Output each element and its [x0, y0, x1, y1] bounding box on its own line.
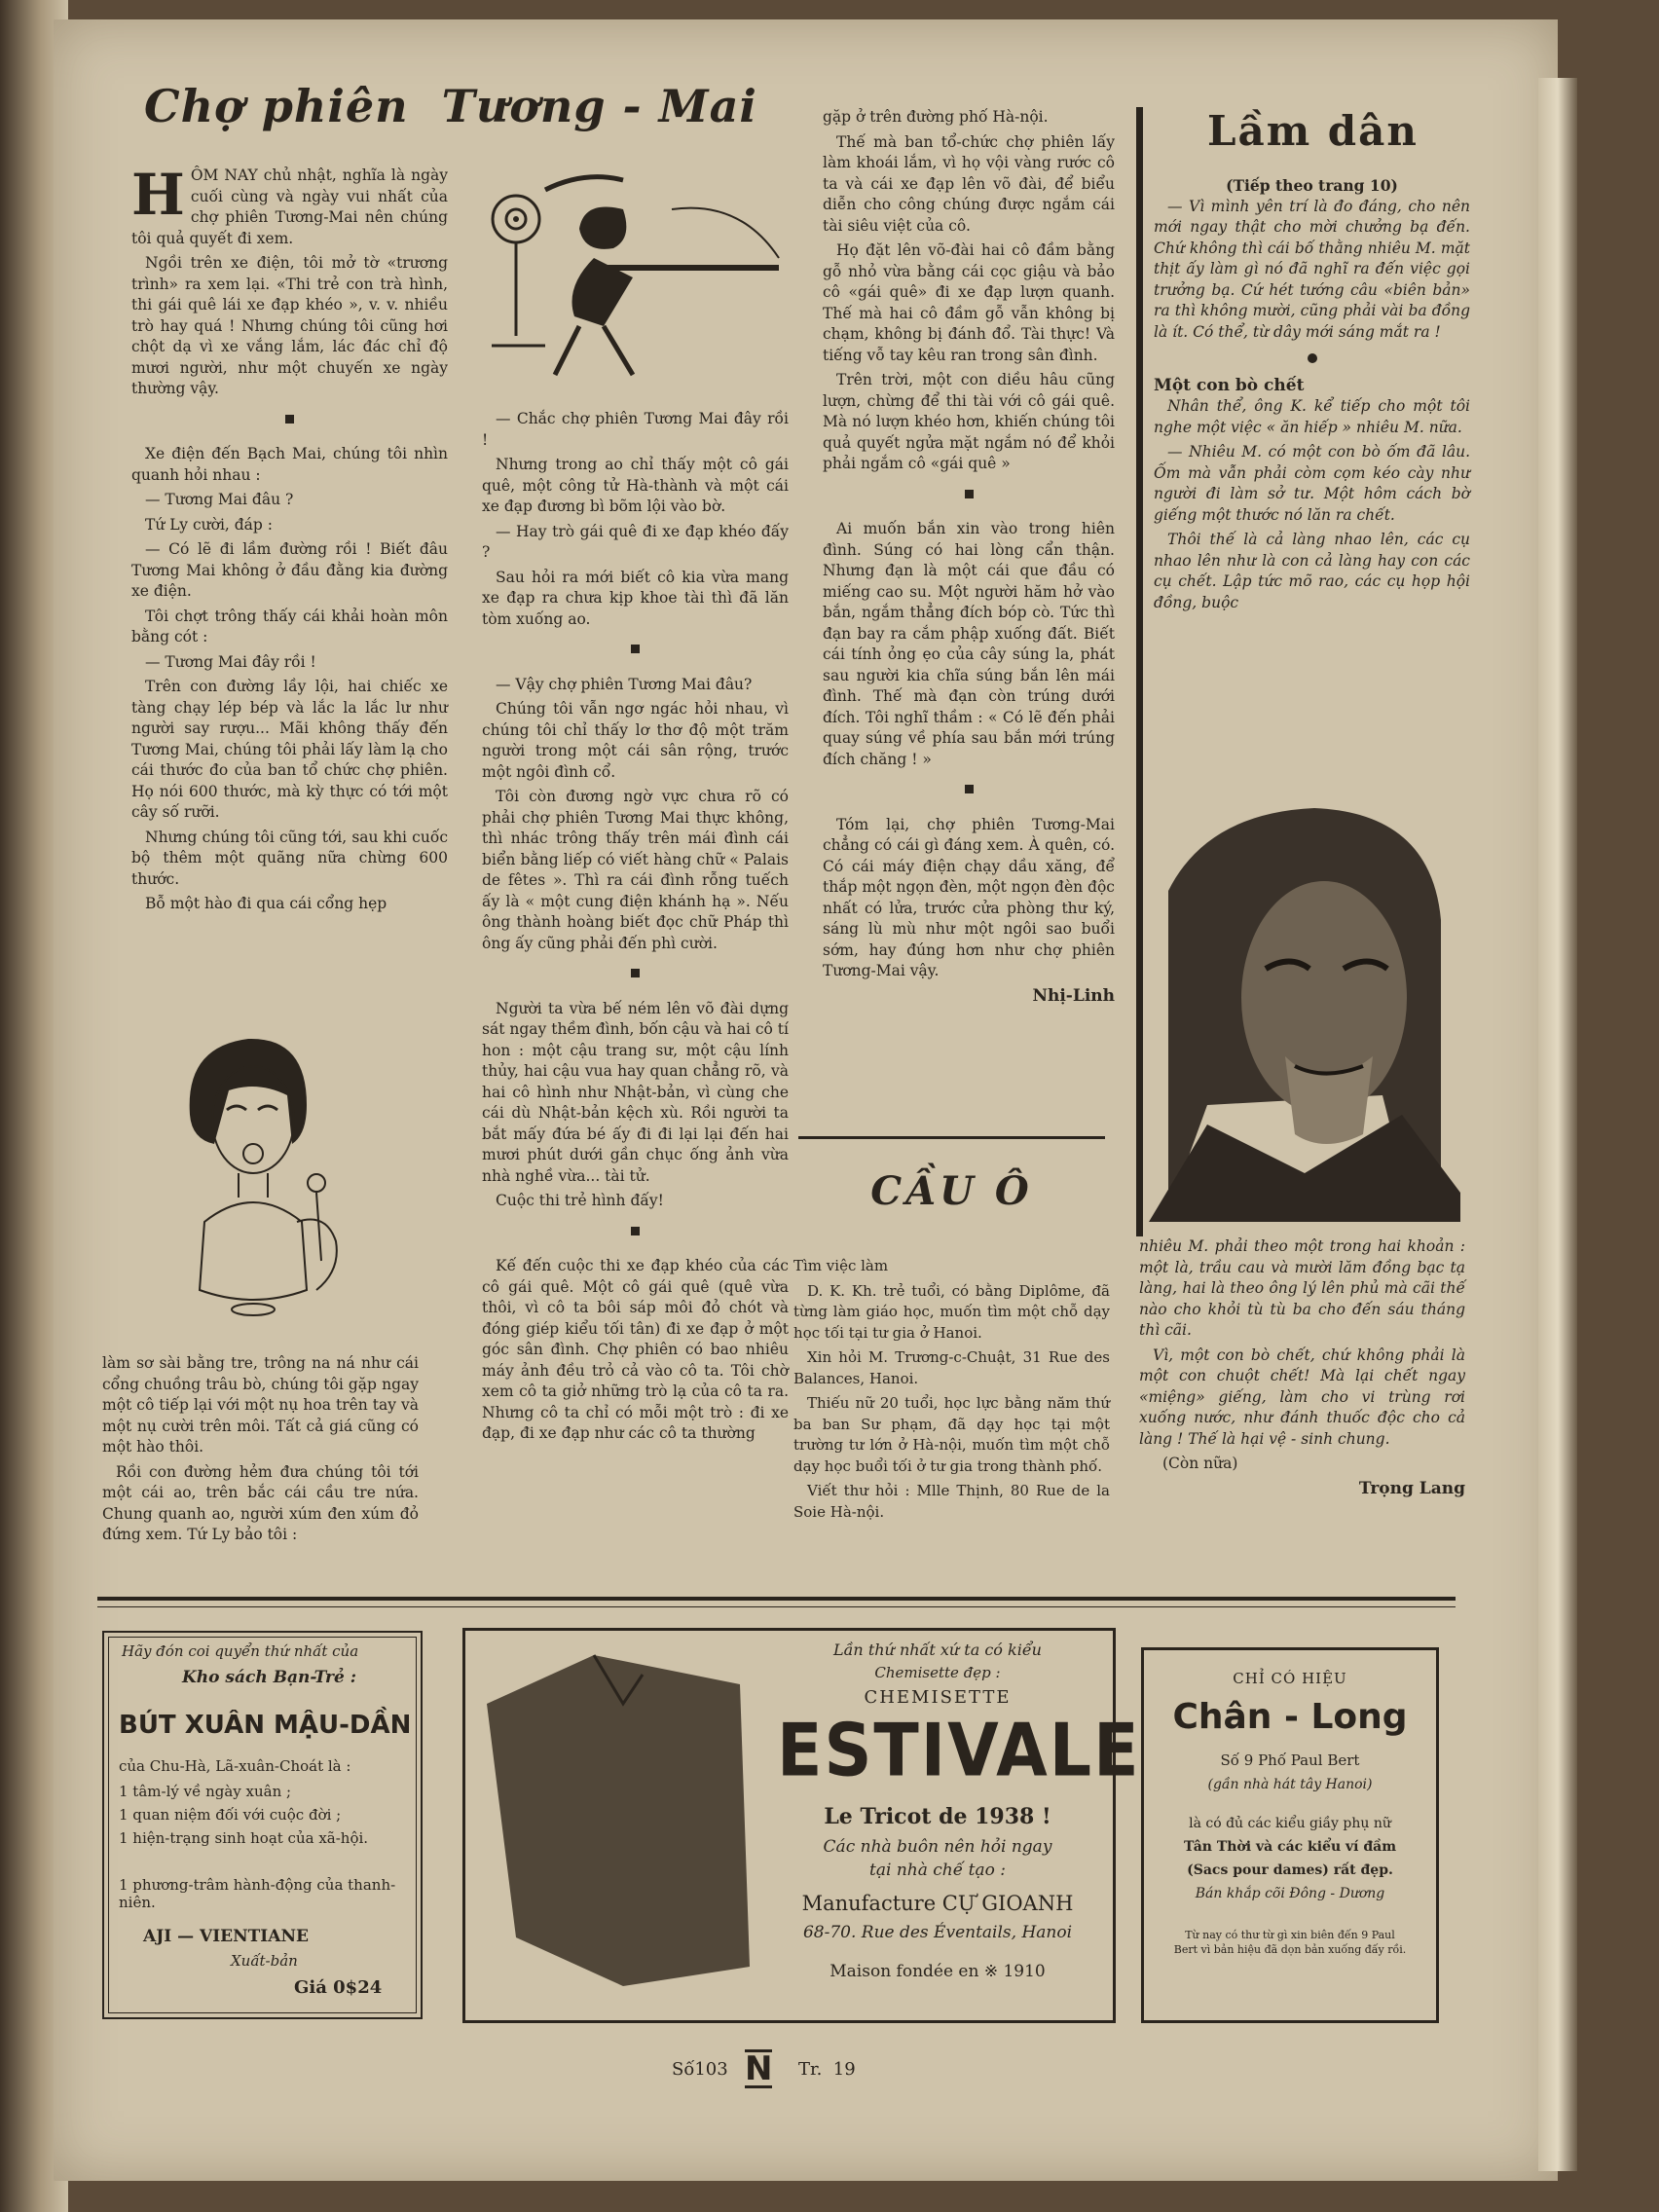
ad2-line: CHEMISETTE	[864, 1687, 1012, 1708]
paragraph: Sau hỏi ra mới biết cô kia vừa mang xe đạp ra chưa kịp khoe tài thì đã lăn tòm xuống ao.	[482, 568, 789, 628]
paragraph: — Tương Mai đâu ?	[145, 491, 294, 508]
article-column-2	[482, 409, 789, 1449]
paragraph: Người ta vừa bế ném lên võ đài dựng sát ngay thềm đình, bốn cậu và hai cô tí hon : một cậu trang sư, một cậu lính thủy, hai cậu vua hay quan chẳng rõ, và hai cô hình như Nhật-bản, vì cùng che cái dù Nhật-bản kệch xù. Rồi người ta bắt mấy đứa bé ấy đi đi lại lại đến hai mươi phút dưới gần chục ống ảnh vừa nhà nghề vừa... tài tử.	[482, 999, 789, 1185]
paragraph: ÔM NAY chủ nhật, nghĩa là ngày cuối cùng và ngày vui nhất của chợ phiên Tương-Mai nên chúng tôi quả quyết đi xem.	[131, 166, 448, 247]
paragraph: — Vậy chợ phiên Tương Mai đâu?	[496, 675, 753, 693]
paragraph: — Có lẽ đi lầm đường rồi ! Biết đâu Tương Mai không ở đầu đằng kia đường xe điện.	[131, 540, 448, 600]
paragraph: Xe điện đến Bạch Mai, chúng tôi nhìn quanh hỏi nhau :	[131, 445, 448, 484]
paragraph: Tôi còn đương ngờ vực chưa rõ có phải chợ phiên Tương Mai thực không, thì nhác trông thấy trên mái đình cái biển bằng liếp có viết hàng chữ « Palais de fêtes ». Thì ra cái đình rỗng tuếch ấy là « một cung điện khánh hạ ». Nếu ông thành hoàng biết đọc chữ Pháp thì ông ấy cũng phải đến phì cười.	[482, 788, 789, 952]
paragraph: Ai muốn bắn xin vào trong hiên đình. Súng có hai lòng cẩn thận. Nhưng đạn là một cái que đầu có miếng cao su. Một người hăm hở vào bắn, ngắm thẳng đích bóp cò. Tức thì đạn bay ra cắm phập xuống đất. Biết cái tính ỏng ẹo của cây súng la, phát sau người kia chĩa súng bắn lên mái đình. Thế mà đạn còn trúng dưới đích. Tôi nghĩ thầm : « Có lẽ đến phải quay súng về phía sau bắn mới trúng đích chăng ! »	[823, 520, 1115, 768]
paragraph: làm sơ sài bằng tre, trông na ná như cái cổng chuồng trâu bò, chúng tôi gặp ngay một cô tiếp lại với một nụ hoa trên tay và một nụ cười trên môi. Tất cả giá cũng có một hào thôi.	[102, 1354, 419, 1456]
paragraph: Ngồi trên xe điện, tôi mở tờ «trương trình» ra xem lại. «Thi trẻ con trà hình, thi gái quê lái xe đạp khéo », v. v. nhiều trò hay quá ! Nhưng chúng tôi cũng hơi chột dạ vì xe vắng lắm, lác đác chỉ độ mươi người, như một chuyến xe ngày thường vậy.	[131, 254, 448, 397]
paragraph: Chúng tôi vẫn ngơ ngác hỏi nhau, vì chúng tôi chỉ thấy lơ thơ độ một trăm người trong một cái sân rộng, trước một ngôi đình cổ.	[482, 700, 789, 781]
paragraph: Cuộc thi trẻ hình đấy!	[496, 1192, 664, 1209]
ad1-price: Giá 0$24	[294, 1977, 383, 1998]
paragraph: Bỗ một hào đi qua cái cổng hẹp	[145, 895, 387, 912]
ad2-brand-estivale: ESTIVALE	[777, 1709, 1141, 1793]
byline-nhi-linh: Nhị-Linh	[1032, 985, 1115, 1006]
paragraph: Nhưng trong ao chỉ thấy một cô gái quê, một công tử Hà-thành và một cái xe đạp đương bì bõm lội vào bờ.	[482, 456, 789, 515]
ad-kho-sach-ban-tre	[102, 1631, 423, 2019]
article-column-3	[823, 107, 1115, 1007]
cau-o-column	[793, 1256, 1110, 1527]
ad2-line: tại nhà chế tạo :	[869, 1861, 1006, 1880]
separator-square	[823, 485, 1115, 506]
article-column-4	[1154, 175, 1470, 617]
cau-o-title: CẦU Ô	[870, 1168, 1033, 1214]
subheading-bo-chet: Một con bò chết	[1154, 375, 1305, 395]
ad-chan-long	[1141, 1647, 1439, 2023]
ad3-address: Số 9 Phố Paul Bert	[1220, 1751, 1360, 1769]
ad3-line: CHỈ CÓ HIỆU	[1233, 1670, 1347, 1687]
paragraph: — Nhiêu M. có một con bò ốm đã lâu. Ốm mà vẫn phải còm cọm kéo cày như người đi làm sở tư. Một hôm cách bờ giếng một thước nó lăn ra chết.	[1154, 443, 1470, 524]
paragraph: Nhân thể, ông K. kể tiếp cho một tôi nghe một việc « ăn hiếp » nhiêu M. nữa.	[1154, 397, 1470, 436]
continued-note: (Tiếp theo trang 10)	[1226, 176, 1398, 195]
separator-square	[823, 780, 1115, 801]
paragraph: Thế mà ban tổ-chức chợ phiên lấy làm khoái lắm, vì họ vội vàng rước cô ta và cái xe đạp lên võ đài, để biểu diễn cho công chúng được ngắm cái tài siêu việt của cô.	[823, 132, 1115, 235]
ad3-line: là có đủ các kiểu giầy phụ nữ	[1189, 1816, 1391, 1831]
ad3-line: (Sacs pour dames) rất đẹp.	[1187, 1862, 1393, 1878]
paragraph: — Vì mình yên trí là đo đáng, cho nên mới ngay thật cho mời chưởng bạ đến. Chứ không thì cái bố thằng nhiêu M. mặt thịt ấy làm gì nó đã nghĩ ra đến việc gọi trưởng bạ. Cứ hét tướng câu «biên bản» ra thì không mười, cũng phải vài ba đồng là ít. Có thể, từ dây mới sáng mắt ra !	[1154, 197, 1470, 341]
paragraph: Trên trời, một con diều hâu cũng lượn, chừng để thi tài với cô gái quê. Mà nó lượn khéo hơn, khiến chúng tôi quả quyết ngửa mặt ngắm nó để khỏi phải ngắm cô «gái quê »	[823, 371, 1115, 472]
paragraph: Rồi con đường hẻm đưa chúng tôi tới một cái ao, trên bắc cái cầu tre nứa. Chung quanh ao, người xúm đen xúm đỏ đứng xem. Tứ Ly bảo tôi :	[102, 1462, 419, 1543]
ad2-address: 68-70. Rue des Éventails, Hanoi	[802, 1923, 1073, 1942]
bullet	[1154, 349, 1470, 370]
ad1-line: Kho sách Bạn-Trẻ :	[182, 1668, 356, 1687]
paragraph: Thiếu nữ 20 tuổi, học lực bằng năm thứ ba ban Sư phạm, đã dạy học tại một trường tư lớn ở Hà-nội, muốn tìm một chỗ dạy học buổi tối ở tư gia trong thành phố.	[793, 1394, 1110, 1475]
section-rule-thin	[97, 1606, 1456, 1607]
article-column-1	[131, 162, 448, 919]
paragraph: Nhưng chúng tôi cũng tới, sau khi cuốc bộ thêm một quãng nữa chừng 600 thước.	[131, 828, 448, 888]
paragraph: — Chắc chợ phiên Tương Mai đây rồi !	[482, 410, 789, 449]
ad2-line: Le Tricot de 1938 !	[824, 1804, 1051, 1829]
logo-ngay-nay: N	[745, 2049, 773, 2088]
paragraph: Tóm lại, chợ phiên Tương-Mai chẳng có cái gì đáng xem. À quên, có. Có cái máy điện chạy dầu xăng, để thắp một ngọn đèn, một ngọn đèn độc nhất có lửa, trước cửa phòng thư ký, sáng lù mù như một ngôi sao buổi sớm, hay đúng hơn như chợ phiên Tương-Mai vậy.	[823, 815, 1115, 979]
portrait-woodcut	[1149, 803, 1460, 1222]
separator-square	[131, 410, 448, 431]
paragraph: — Hay trò gái quê đi xe đạp khéo đấy ?	[482, 522, 789, 561]
drop-cap: H	[131, 162, 185, 228]
ad3-line: (gần nhà hát tây Hanoi)	[1207, 1777, 1373, 1792]
ad1-line: của Chu-Hà, Lã-xuân-Choát là :	[119, 1757, 351, 1775]
paragraph: Tứ Ly cười, đáp :	[145, 515, 273, 534]
column-rule	[1136, 107, 1143, 1236]
paragraph: Tôi chợt trông thấy cái khải hoàn môn bằng cót :	[131, 607, 448, 645]
article-column-4-bottom	[1139, 1236, 1465, 1499]
cau-o-subheading: Tìm việc làm	[793, 1257, 889, 1274]
paragraph: — Tương Mai đây rồi !	[145, 652, 316, 671]
ad2-line: Lần thứ nhất xứ ta có kiểu	[833, 1641, 1042, 1659]
ad1-book-title: BÚT XUÂN MẬU-DẦN	[119, 1711, 412, 1740]
ad3-line: Tân Thời và các kiểu ví đầm	[1183, 1839, 1397, 1855]
paragraph: Xin hỏi M. Trương-c-Chuật, 31 Rue des Balances, Hanoi.	[793, 1348, 1110, 1387]
paragraph: gặp ở trên đường phố Hà-nội.	[823, 108, 1049, 126]
headline-cho-phien: Chợ phiên Tương - Mai	[144, 80, 757, 132]
paragraph: Trên con đường lầy lội, hai chiếc xe tàng chạy lép bép và lắc la lắc lư như người say rượu... Mãi không thấy đến Tương Mai, chúng tôi phải lấy làm lạ cho cái thước đo của ban tổ chức chợ phiên. Họ nói 600 thước, mà kỳ thực có tới một cây số rưỡi.	[131, 678, 448, 821]
con-nua-note: (Còn nữa)	[1162, 1455, 1238, 1472]
ad-chemisette-estivale	[462, 1628, 1141, 2023]
paragraph: Viết thư hỏi : Mlle Thịnh, 80 Rue de la Soie Hà-nội.	[793, 1482, 1110, 1521]
page-number: Tr. 19	[798, 2059, 856, 2080]
paragraph: Thôi thế là cả làng nhao lên, các cụ nhao lên như là con cả làng hay con các cụ chết. Lập tức mõ rao, các cụ họp hội đồng, buộc	[1154, 531, 1470, 611]
illustration-shooter	[487, 170, 798, 385]
illustration-girl	[161, 1027, 385, 1319]
ad1-line: Hãy đón coi quyển thứ nhất của	[122, 1642, 359, 1660]
ad1-publisher: AJI — VIENTIANE	[143, 1927, 309, 1946]
ad3-brand-chan-long: Chân - Long	[1172, 1697, 1408, 1737]
paragraph: Họ đặt lên võ-đài hai cô đầm bằng gỗ nhỏ vừa bằng cái cọc giậu và bảo cô «gái quê» đi xe đạp lượn quanh. Thế mà hai cô đầm gỗ vẫn không bị chạm, không bị đánh đổ. Tài thực! Và tiếng vỗ tay kêu ran trong sân đình.	[823, 241, 1115, 364]
byline-trong-lang: Trọng Lang	[1358, 1478, 1465, 1498]
section-rule	[97, 1597, 1456, 1601]
page-edge	[1538, 78, 1577, 2171]
article-column-1-bottom	[102, 1353, 419, 1550]
ad2-line: Chemisette đẹp :	[874, 1664, 1001, 1681]
wavy-rule	[798, 1136, 1105, 1139]
ad1-item: 1 phương-trâm hành-động của thanh-niên.	[119, 1876, 396, 1911]
ad1-item: 1 tâm-lý về ngày xuân ;	[119, 1783, 292, 1800]
ad2-founded: Maison fondée en ※ 1910	[830, 1962, 1046, 1981]
shirt-illustration	[477, 1645, 759, 1996]
paragraph: Kế đến cuộc thi xe đạp khéo của các cô gái quê. Một cô gái quê (quê vừa thôi, vì cô ta bôi sáp môi đỏ chót và đóng giép kiểu tối tân) đi xe đạp ở một góc sân đình. Chợ phiên có bao nhiêu máy ảnh đều trỏ cả vào cô ta. Tôi chờ xem cô ta giở những trò lạ của cô ta ra. Nhưng cô ta chỉ có mỗi một trò : đi xe đạp, đi xe đạp như các cô ta thường	[482, 1257, 789, 1442]
ad1-publisher-sub: Xuất-bản	[231, 1952, 298, 1970]
ad3-line: Bán khắp cõi Đông - Dương	[1195, 1886, 1385, 1901]
paragraph: Vì, một con bò chết, chứ không phải là một con chuột chết! Mà lại chết ngay «miệng» giếng, làm cho vi trùng rơi xuống nước, như đánh thuốc độc cho cả làng ! Thế là hại vệ - sinh chung.	[1139, 1346, 1465, 1448]
separator-square	[482, 964, 789, 985]
separator-square	[482, 640, 789, 661]
ad2-line: Các nhà buôn nên hỏi ngay	[823, 1837, 1052, 1857]
separator-square	[482, 1222, 789, 1243]
ad1-item: 1 hiện-trạng sinh hoạt của xã-hội.	[119, 1829, 369, 1847]
issue-number: Số103	[672, 2059, 728, 2080]
ad2-manufacturer: Manufacture CỰ GIOANH	[801, 1892, 1074, 1915]
paragraph: D. K. Kh. trẻ tuổi, có bằng Diplôme, đã từng làm giáo học, muốn tìm một chỗ dạy học tối tại tư gia ở Hanoi.	[793, 1281, 1110, 1342]
headline-lam-dan: Lầm dân	[1207, 107, 1419, 155]
ad3-notice: Từ nay có thư từ gì xin biên đến 9 Paul Bert vì bản hiệu đã dọn bản xuống đấy rồi.	[1173, 1929, 1407, 1956]
ad1-item: 1 quan niệm đối với cuộc đời ;	[119, 1806, 342, 1824]
paragraph: nhiêu M. phải theo một trong hai khoản : một là, trầu cau và mười lăm đồng bạc tạ làng, hai là theo ông lý lên phủ mà cãi thế nào cho khỏi tù tù ba cho đến sáu tháng thì cãi.	[1139, 1237, 1465, 1339]
